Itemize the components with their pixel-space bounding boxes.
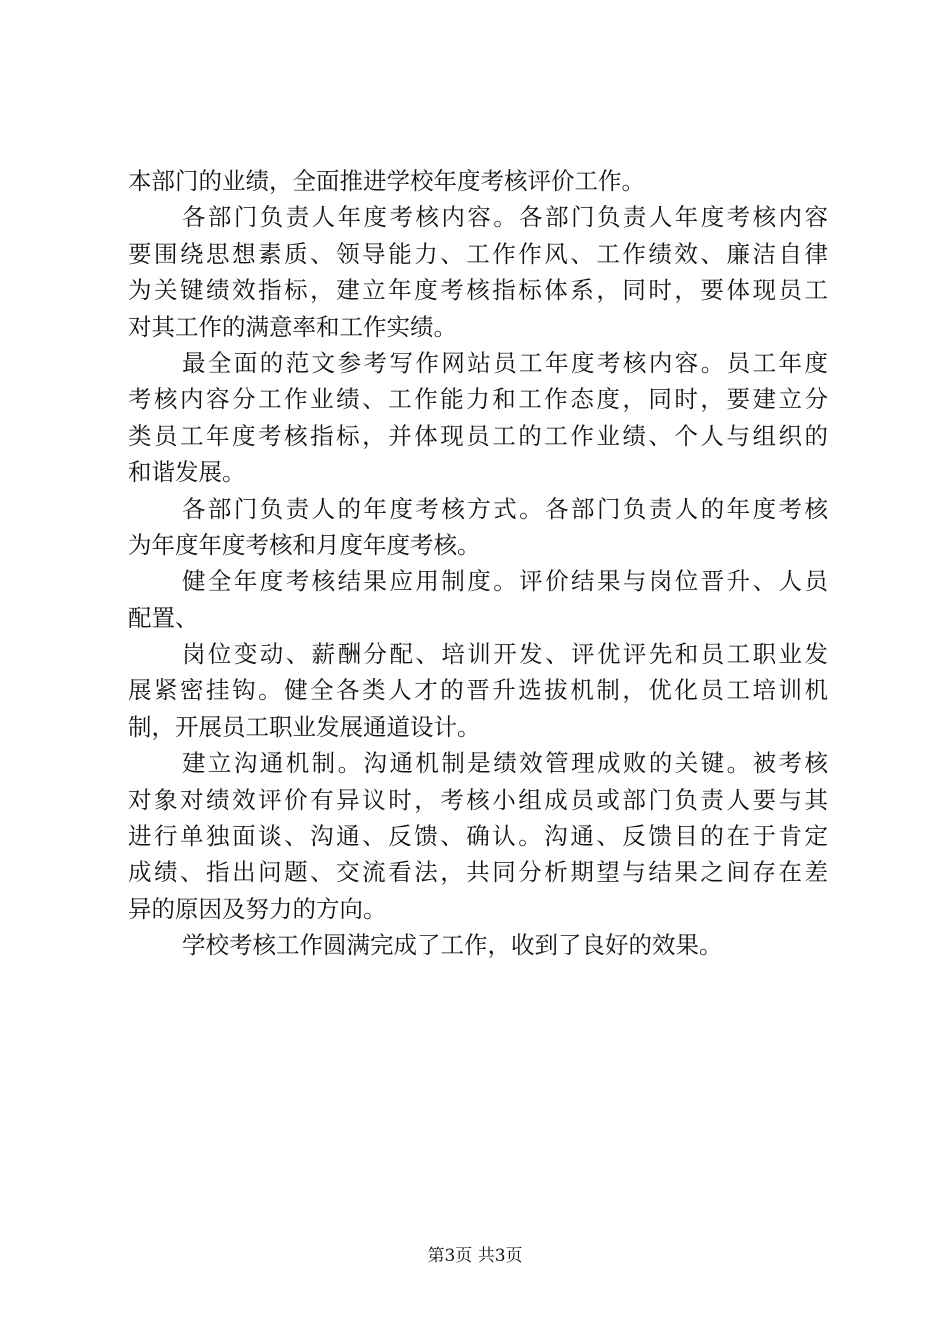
- text-line: 对象对绩效评价有异议时，考核小组成员或部门负责人要与其: [128, 785, 828, 814]
- text-line: 最全面的范文参考写作网站员工年度考核内容。员工年度: [182, 348, 828, 377]
- text-line: 配置、: [128, 603, 199, 632]
- text-line: 对其工作的满意率和工作实绩。: [128, 312, 457, 341]
- text-line: 各部门负责人的年度考核方式。各部门负责人的年度考核: [182, 494, 828, 523]
- text-line: 异的原因及努力的方向。: [128, 894, 387, 923]
- text-line: 进行单独面谈、沟通、反馈、确认。沟通、反馈目的在于肯定: [128, 822, 828, 851]
- text-line: 考核内容分工作业绩、工作能力和工作态度，同时，要建立分: [128, 385, 828, 414]
- text-line: 要围绕思想素质、领导能力、工作作风、工作绩效、廉洁自律: [128, 239, 828, 268]
- text-line: 成绩、指出问题、交流看法，共同分析期望与结果之间存在差: [128, 858, 828, 887]
- page-footer: 第3页 共3页: [427, 1246, 523, 1266]
- text-line: 展紧密挂钩。健全各类人才的晋升选拔机制，优化员工培训机: [128, 676, 828, 705]
- text-line: 健全年度考核结果应用制度。评价结果与岗位晋升、人员: [182, 567, 828, 596]
- text-line: 为年度年度考核和月度年度考核。: [128, 530, 481, 559]
- text-line: 制，开展员工职业发展通道设计。: [128, 712, 481, 741]
- text-line: 学校考核工作圆满完成了工作，收到了良好的效果。: [182, 931, 723, 960]
- text-line: 类员工年度考核指标，并体现员工的工作业绩、个人与组织的: [128, 421, 828, 450]
- text-line: 各部门负责人年度考核内容。各部门负责人年度考核内容: [182, 203, 828, 232]
- text-line: 建立沟通机制。沟通机制是绩效管理成败的关键。被考核: [182, 749, 828, 778]
- text-line: 和谐发展。: [128, 458, 246, 487]
- text-line: 为关键绩效指标，建立年度考核指标体系，同时，要体现员工: [128, 276, 828, 305]
- text-line: 岗位变动、薪酬分配、培训开发、评优评先和员工职业发: [182, 640, 828, 669]
- document-body: [128, 163, 828, 964]
- text-line: 本部门的业绩，全面推进学校年度考核评价工作。: [128, 167, 645, 195]
